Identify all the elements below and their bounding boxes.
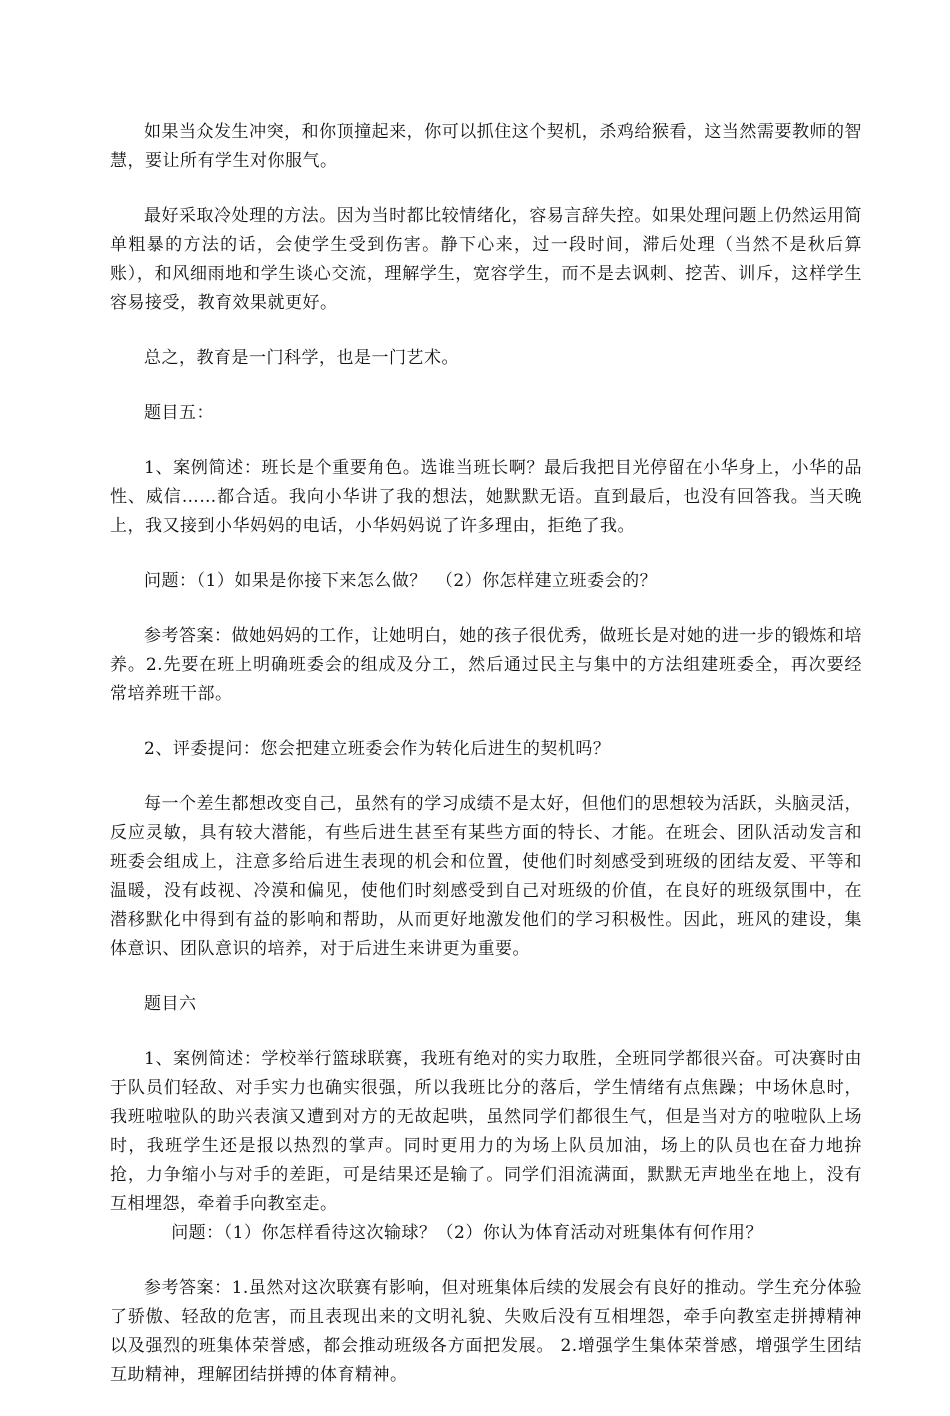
paragraph-summary: 总之，教育是一门科学，也是一门艺术。 (144, 348, 459, 368)
paragraph-conflict: 如果当众发生冲突，和你顶撞起来，你可以抓住这个契机，杀鸡给猴看，这当然需要教师的智慧，要让所有学生对你服气。 (110, 122, 862, 171)
heading-question-five: 题目五： (144, 403, 214, 423)
paragraph-case-basketball: 1、案例简述：学校举行篮球联赛，我班有绝对的实力取胜，全班同学都很兴奋。可决赛时由于队员们轻敌、对手实力也确实很强，所以我班比分的落后，学生情绪有点焦躁；中场休息时，我班啦啦队的助兴表演又遭到对方的无故起哄，虽然同学们都很生气，但是当对方的啦啦队上场时，我班学生还是报以热烈的掌声。同时更用力的为场上队员加油，场上的队员也在奋力地拚抢，力争缩小与对手的差距，可是结果还是输了。同学们泪流满面，默默无声地坐在地上，没有互相埋怨，牵着手向教室走。 (110, 1049, 862, 1214)
paragraph-case-monitor: 1、案例简述：班长是个重要角色。选谁当班长啊？最后我把目光停留在小华身上，小华的品性、威信……都合适。我向小华讲了我的想法，她默默无语。直到最后，也没有回答我。当天晚上，我又接到小华妈妈的电话，小华妈妈说了许多理由，拒绝了我。 (110, 458, 862, 536)
document-body (110, 118, 862, 1416)
paragraph-judge-question: 2、评委提问：您会把建立班委会作为转化后进生的契机吗？ (144, 739, 611, 759)
paragraph-answer-five: 参考答案：做她妈妈的工作，让她明白，她的孩子很优秀，做班长是对她的进一步的锻炼和培养。2.先要在班上明确班委会的组成及分工，然后通过民主与集中的方法组建班委全，再次要经常培养班干部。 (110, 626, 862, 704)
heading-question-six: 题目六 (144, 994, 197, 1014)
paragraph-questions-five: 问题：（1）如果是你接下来怎么做？ （2）你怎样建立班委会的？ (144, 571, 658, 591)
paragraph-cold-handling: 最好采取冷处理的方法。因为当时都比较情绪化，容易言辞失控。如果处理问题上仍然运用简单粗暴的方法的话，会使学生受到伤害。静下心来，过一段时间，滞后处理（当然不是秋后算账），和风细雨地和学生谈心交流，理解学生，宽容学生，而不是去讽刺、挖苦、训斥，这样学生容易接受，教育效果就更好。 (110, 206, 862, 313)
paragraph-questions-six: 问题：（1）你怎样看待这次输球？（2）你认为体育活动对班集体有何作用？ (171, 1223, 763, 1243)
paragraph-underachievers: 每一个差生都想改变自己，虽然有的学习成绩不是太好，但他们的思想较为活跃，头脑灵活，反应灵敏，具有较大潜能，有些后进生甚至有某些方面的特长、才能。在班会、团队活动发言和班委会组成上，注意多给后进生表现的机会和位置，使他们时刻感受到班级的团结友爱、平等和温暖，没有歧视、冷漠和偏见，使他们时刻感受到自己对班级的价值，在良好的班级氛围中，在潜移默化中得到有益的影响和帮助，从而更好地激发他们的学习积极性。因此，班风的建设，集体意识、团队意识的培养，对于后进生来讲更为重要。 (110, 794, 862, 959)
paragraph-answer-six: 参考答案：1.虽然对这次联赛有影响，但对班集体后续的发展会有良好的推动。学生充分体验了骄傲、轻敌的危害，而且表现出来的文明礼貌、失败后没有互相埋怨，牵手向教室走拼搏精神以及强烈的班集体荣誉感，都会推动班级各方面把发展。 2.增强学生集体荣誉感，增强学生团结互助精神，理解团结拼搏的体育精神。 (110, 1278, 862, 1385)
